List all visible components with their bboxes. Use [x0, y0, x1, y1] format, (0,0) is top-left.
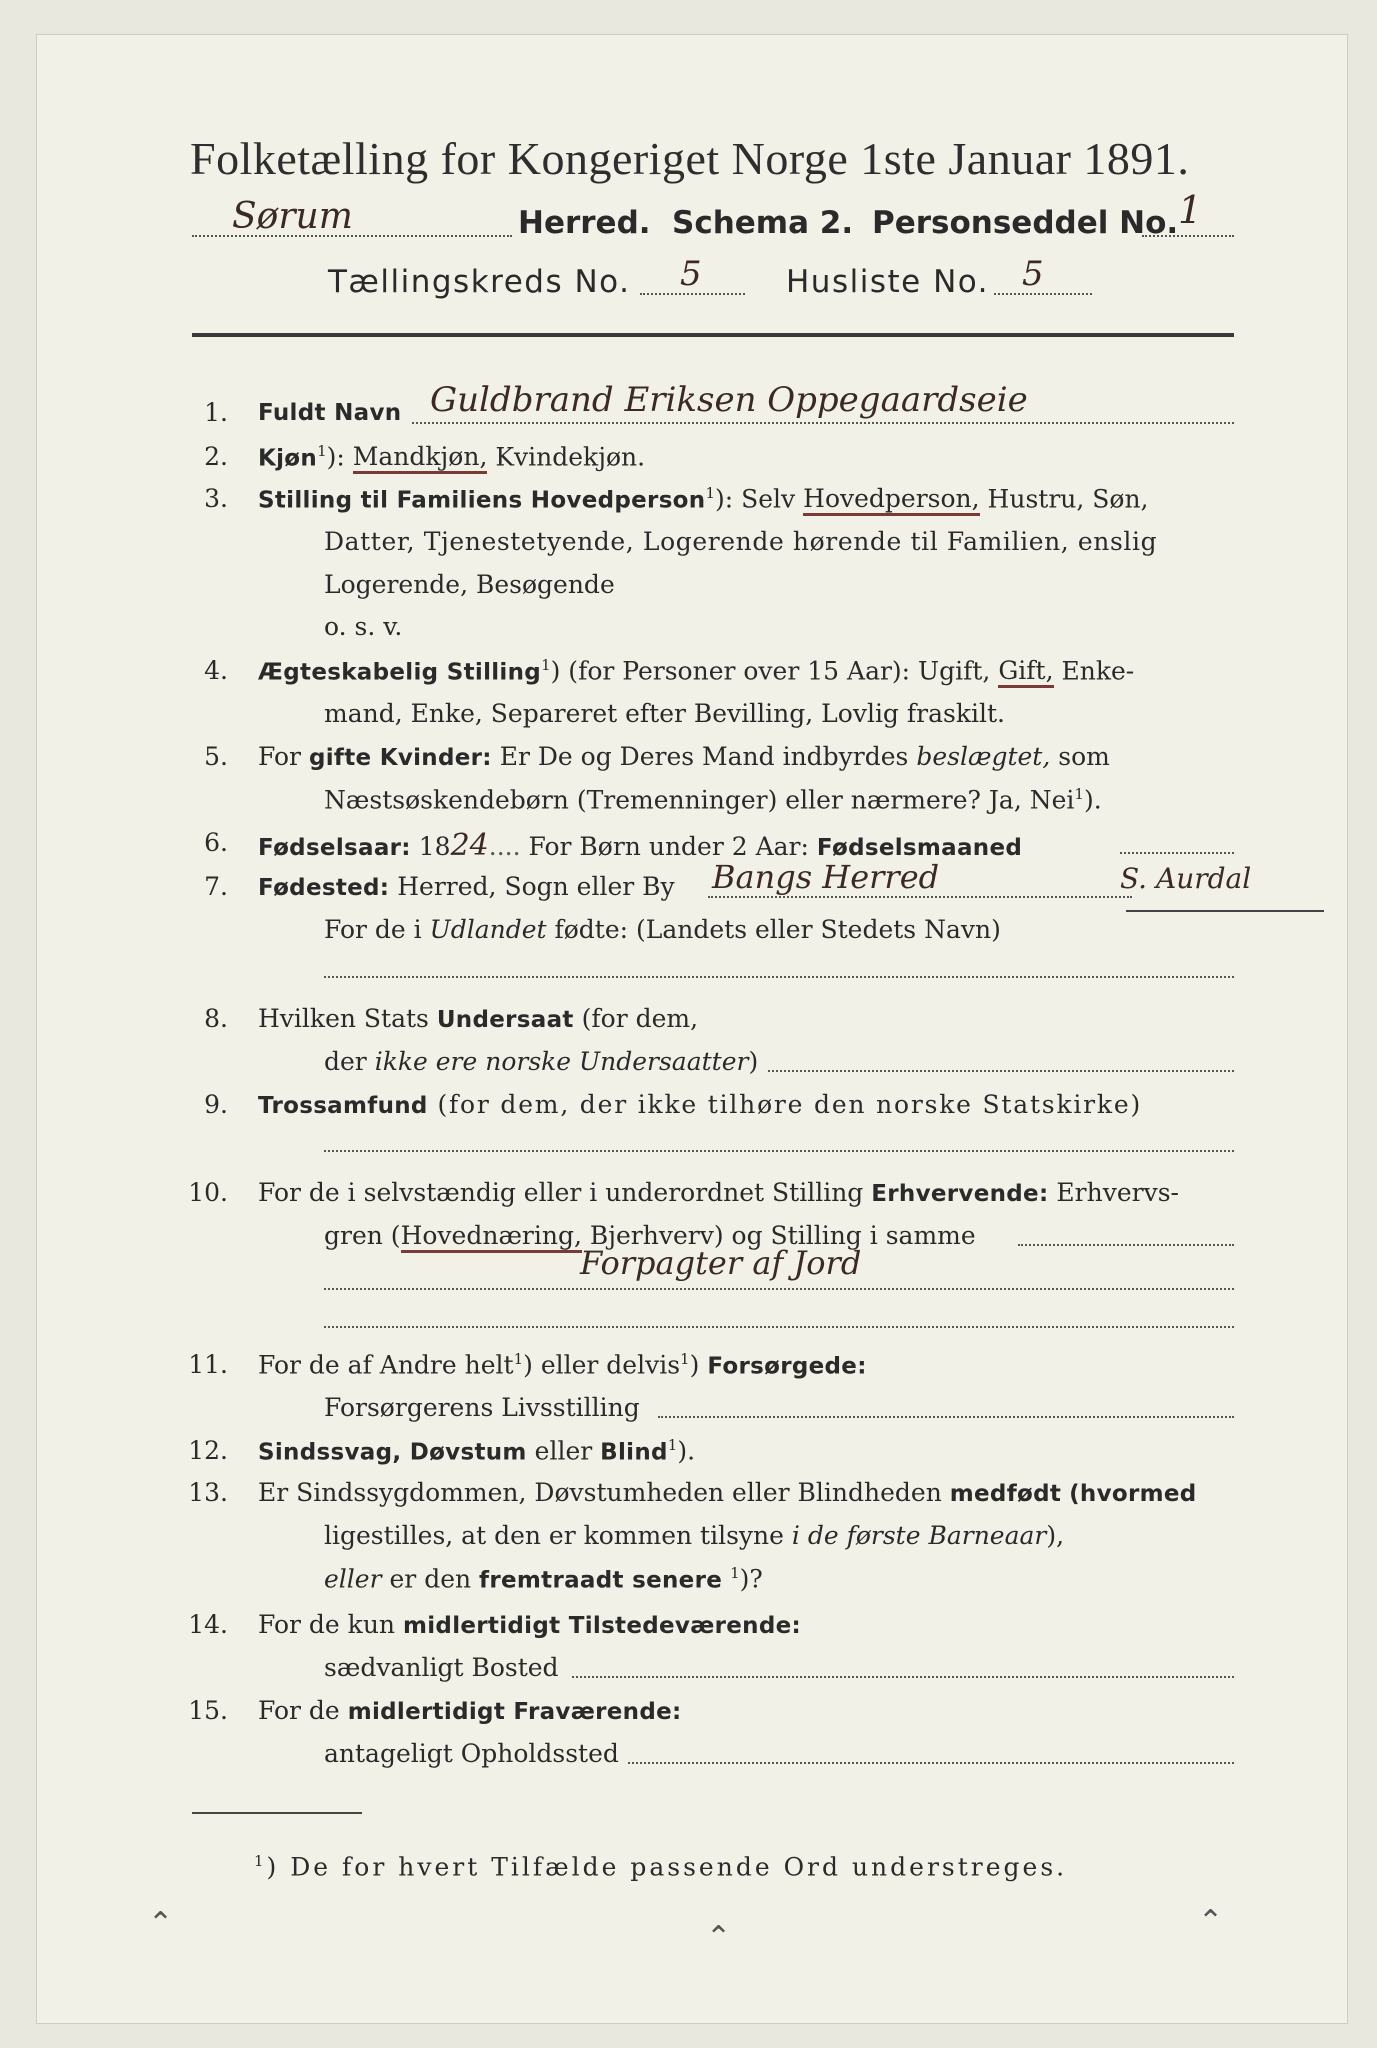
- blind-label: Blind: [600, 1439, 668, 1466]
- schema-label: Schema 2.: [672, 205, 854, 241]
- text: Erhvervs-: [1056, 1178, 1179, 1207]
- item-5-line-1: [258, 742, 1110, 771]
- text: er den: [389, 1564, 472, 1594]
- provider-line: [658, 1416, 1234, 1418]
- corner-mark-center: ⌃: [706, 1920, 732, 1955]
- dependents-label: Forsørgede:: [707, 1353, 867, 1380]
- item-number: 3.: [204, 484, 228, 513]
- item-15-line-1: [258, 1696, 682, 1725]
- text: For Børn under 2 Aar:: [528, 832, 809, 861]
- item-number: 10.: [188, 1178, 228, 1207]
- item-4-line-1: [258, 656, 1134, 685]
- birth-year-label: Fødselsaar:: [258, 835, 411, 861]
- item-8-line-2: [324, 1047, 758, 1076]
- item-number: 2.: [204, 442, 228, 471]
- text: Herred, Sogn eller By: [397, 872, 675, 901]
- item-number: 13.: [188, 1478, 228, 1507]
- text: Næstsøskendebørn (Tremenninger) eller nærmere? Ja, Nei: [324, 785, 1075, 815]
- text: Enke-: [1061, 656, 1135, 686]
- marital-status-selected: Gift,: [998, 656, 1053, 688]
- text: )?: [739, 1564, 763, 1594]
- temporary-absent-label: midlertidigt Fraværende:: [347, 1699, 682, 1725]
- footnote-ref: 1: [317, 442, 327, 460]
- item-14-line-1: [258, 1610, 801, 1639]
- municipality-value: Sørum: [232, 196, 353, 237]
- text: Hvilken Stats: [258, 1004, 429, 1033]
- birthplace-line: [708, 896, 1132, 898]
- text: ).: [677, 1436, 696, 1466]
- item-13-line-2: [324, 1521, 1064, 1550]
- personseddel-field-line: [1142, 235, 1234, 237]
- item-9-line: [258, 1090, 1142, 1119]
- footnote-ref: 1: [730, 1564, 740, 1582]
- item-11-line-1: [258, 1350, 867, 1379]
- text: ),: [1046, 1521, 1065, 1550]
- personseddel-label: Personseddel No.: [872, 205, 1179, 241]
- family-position-label: Stilling til Familiens Hovedperson: [258, 487, 706, 514]
- text: For de: [258, 1696, 340, 1725]
- text: ikke ere norske Undersaatter: [374, 1047, 749, 1076]
- text: For de i: [324, 915, 422, 944]
- husliste-label: Husliste No.: [786, 264, 990, 300]
- text: som: [1058, 742, 1110, 771]
- occupation-value: Forpagter af Jord: [580, 1244, 862, 1282]
- item-4-line-2: mand, Enke, Separeret efter Bevilling, Lovlig fraskilt.: [324, 699, 1005, 728]
- text: ): Selv: [715, 484, 796, 514]
- footnote-ref: 1: [1074, 785, 1084, 803]
- item-8-line-1: [258, 1004, 698, 1033]
- item-14-line-2: sædvanligt Bosted: [324, 1653, 559, 1682]
- item-7-line-2: [324, 915, 1001, 944]
- footnote: [254, 1852, 1067, 1881]
- text: der: [324, 1047, 367, 1076]
- foreign-birthplace-line: [324, 976, 1234, 978]
- text: Er Sindssygdommen, Døvstumheden eller Blindheden: [258, 1478, 942, 1507]
- text: For de kun: [258, 1610, 396, 1639]
- birthplace-parish-value: S. Aurdal: [1120, 862, 1252, 895]
- item-number: 9.: [204, 1090, 228, 1119]
- item-number: 12.: [188, 1436, 228, 1465]
- occupation-label: Erhvervende:: [871, 1181, 1049, 1207]
- item-15-line-2: antageligt Opholdssted: [324, 1739, 619, 1768]
- citizenship-line: [768, 1070, 1234, 1072]
- item-2-line: [258, 442, 645, 471]
- married-women-label: gifte Kvinder:: [308, 745, 492, 771]
- text: eller: [324, 1564, 382, 1594]
- footnote-ref: 1: [667, 1436, 678, 1454]
- disability-label: Sindssvag, Døvstum: [258, 1439, 527, 1466]
- birth-month-label: Fødselsmaaned: [816, 835, 1023, 861]
- text: ligestilles, at den er kommen tilsyne: [324, 1521, 784, 1550]
- herred-label: Herred.: [518, 205, 651, 241]
- gender-selected: Mandkjøn,: [353, 442, 488, 474]
- personseddel-value: 1: [1178, 188, 1203, 232]
- item-12-line: [258, 1436, 695, 1465]
- husliste-value: 5: [1022, 254, 1044, 294]
- item-number: 8.: [204, 1004, 228, 1033]
- occupation-line-3: [324, 1326, 1234, 1328]
- item-number: 7.: [204, 872, 228, 901]
- religion-label: Trossamfund: [258, 1093, 428, 1119]
- text: (for dem, der ikke tilhøre den norske Statskirke): [437, 1090, 1143, 1119]
- item-11-line-2: Forsørgerens Livsstilling: [324, 1393, 640, 1422]
- item-7-line-1: [258, 872, 675, 901]
- congenital-label: medfødt: [949, 1481, 1062, 1507]
- item-number: 4.: [204, 656, 228, 685]
- temporary-present-label: midlertidigt Tilstedeværende:: [402, 1613, 801, 1639]
- text: ) (for Personer over 15 Aar): Ugift,: [550, 656, 991, 686]
- footnote-ref: 1: [680, 1350, 690, 1368]
- text: ).: [1083, 785, 1102, 815]
- religion-line: [324, 1150, 1234, 1152]
- corner-mark-left: ⌃: [148, 1906, 174, 1941]
- text: beslægtet,: [916, 742, 1051, 771]
- footnote-divider: [192, 1812, 362, 1814]
- footnote-ref: 1: [541, 656, 551, 674]
- item-13-line-1: [258, 1478, 1197, 1507]
- text: For de i selvstændig eller i underordnet Stilling: [258, 1178, 864, 1207]
- birthplace-value: Bangs Herred: [712, 858, 940, 896]
- handwritten-underline: [1126, 910, 1324, 912]
- full-name-line: [412, 422, 1234, 424]
- item-3-line-2: Datter, Tjenestetyende, Logerende hørende til Familien, enslig: [324, 527, 1158, 556]
- text: ): [748, 1047, 759, 1076]
- text: gren (: [324, 1221, 401, 1250]
- birth-month-line: [1120, 852, 1234, 854]
- text: Er De og Deres Mand indbyrdes: [499, 742, 909, 771]
- later-onset-label: fremtraadt senere: [479, 1567, 723, 1594]
- text: Bjerhverv) og Stilling i samme: [589, 1221, 976, 1250]
- item-3-line-1: [258, 484, 1149, 513]
- gender-option: Kvindekjøn.: [495, 442, 646, 472]
- birthplace-label: Fødested:: [258, 875, 390, 901]
- gender-label: Kjøn: [258, 445, 318, 472]
- kreds-value: 5: [680, 254, 702, 294]
- full-name-label: Fuldt Navn: [258, 400, 402, 426]
- presumed-residence-line: [628, 1762, 1234, 1764]
- citizenship-label: Undersaat: [436, 1007, 574, 1033]
- footnote-ref: 1: [705, 484, 716, 502]
- occupation-selected: Hovednæring,: [401, 1221, 582, 1253]
- text: ) eller delvis: [523, 1350, 681, 1380]
- item-13-line-3: [324, 1564, 763, 1593]
- footnote-marker: 1: [254, 1852, 267, 1870]
- text: For: [258, 742, 301, 771]
- birth-year-prefix: 18: [418, 832, 451, 861]
- form-title: Folketælling for Kongeriget Norge 1ste Januar 1891.: [190, 133, 1190, 184]
- text: (for dem,: [581, 1004, 699, 1033]
- label-suffix: ):: [326, 442, 345, 472]
- item-3-line-3: Logerende, Besøgende: [324, 570, 615, 599]
- marital-status-label: Ægteskabelig Stilling: [258, 659, 542, 686]
- item-number: 1.: [204, 398, 228, 427]
- item-10-line-1: [258, 1178, 1179, 1207]
- occupation-line-1: [1018, 1244, 1234, 1246]
- text: Hustru, Søn,: [987, 484, 1149, 514]
- footnote-text: ) De for hvert Tilfælde passende Ord understreges.: [266, 1852, 1068, 1882]
- kreds-label: Tællingskreds No.: [328, 264, 631, 300]
- item-number: 14.: [188, 1610, 228, 1639]
- item-5-line-2: [324, 785, 1102, 814]
- text: ): [689, 1350, 700, 1380]
- family-position-selected: Hovedperson,: [803, 484, 979, 516]
- text: For de af Andre helt: [258, 1350, 514, 1380]
- text: eller: [534, 1436, 593, 1466]
- item-number: 6.: [204, 828, 228, 857]
- text: fødte: (Landets eller Stedets Navn): [554, 915, 1001, 944]
- item-3-line-4: o. s. v.: [324, 612, 403, 641]
- text: Udlandet: [429, 915, 547, 944]
- text: (hvormed: [1069, 1481, 1197, 1507]
- item-number: 5.: [204, 742, 228, 771]
- footnote-ref: 1: [513, 1350, 524, 1368]
- item-number: 15.: [188, 1696, 228, 1725]
- header-divider: [192, 333, 1234, 337]
- occupation-line-2: [324, 1288, 1234, 1290]
- item-6-line: Fødselsaar: 1824.... For Børn under 2 Aar: Fødselsmaaned: [258, 828, 1023, 863]
- full-name-value: Guldbrand Eriksen Oppegaardseie: [430, 380, 1028, 420]
- birth-year-value: 24: [450, 828, 489, 863]
- usual-residence-line: [572, 1676, 1234, 1678]
- item-number: 11.: [188, 1350, 228, 1379]
- text: i de første Barneaar: [791, 1521, 1047, 1550]
- corner-mark-right: ⌃: [1198, 1904, 1224, 1939]
